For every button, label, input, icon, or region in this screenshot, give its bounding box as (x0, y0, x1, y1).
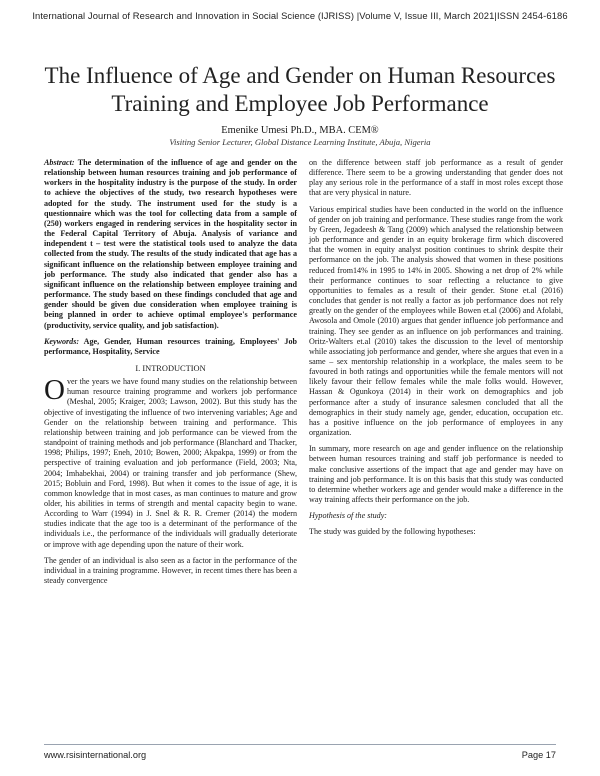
keywords (44, 337, 297, 357)
keywords-text: Age, Gender, Human resources training, Employees' Job performance, Hospitality, Service (44, 336, 297, 356)
section-heading-introduction: I. INTRODUCTION (135, 363, 206, 373)
intro-paragraph-2: The gender of an individual is also seen as a factor in the performance of the individual in a training programme. However, in recent times there has been a steady convergence (44, 555, 297, 586)
abstract (44, 158, 297, 331)
right-column (309, 158, 563, 543)
left-column (44, 158, 297, 592)
intro-paragraph-1 (44, 374, 297, 550)
journal-header: International Journal of Research and Innovation in Social Science (IJRISS) |Volume V, Issue III, March 2021|ISSN 2454-6186 (32, 10, 568, 21)
footer-divider (44, 744, 556, 745)
intro-paragraph-4: Various empirical studies have been conducted in the world on the influence of gender on job training and performance. These studies range from the work by Green, Jegadeesh & Tang (2009) which analysed the relationship between job performance and gender in an equity brokerage firm which discovered that the women in equity analyst position continues to shrink despite their performance on the job. The analysis showed that women in these positions reduced from14% in 1995 to 14% in 2005. Showing a net drop of 2% while their performance continues to soar reflecting a reluctance to give opportunities to females as a result of their gender. Stone et.al (2016) concludes that gender is not really a factor as job performance does not rely greatly on the gender of the employees while Bowen et.al (2006) and Afolabi, Awosola and Omole (2010) argues that gender influence job performance and training. They see gender as an influence on job performances and training. Oritz-Walters et.al (2010) takes the discussion to the level of mentorship while associating job performance and gender, where she argues that even in a same – sex mentorship relationship in a workplace, the males seem to be favoured in both ratings and opportunities while the female mentors will not likely favour their fellow females while the male folks would. However, Hassan & Ogunkoya (2014) in their work on demographics and job performance after a study of insurance salesmen concluded that all the demographics in their study namely age, gender, education, occupation etc. has a positive influence on the job performance of employees in any organization. (309, 204, 563, 438)
paper-title: The Influence of Age and Gender on Human Resources Training and Employee Job Performance (44, 63, 556, 116)
author-name: Emenike Umesi Ph.D., MBA. CEM® (221, 125, 379, 136)
intro-paragraph-5: In summary, more research on age and gender influence on the relationship between human resources training and staff job performance is needed to make conclusive assertions of the impact that age and gender may have on training and job performance. It is on this basis that this study was conducted to determine whether workers age and gender would make a difference in the way training affects their performance on the job. (309, 444, 563, 504)
footer-website: www.rsisinternational.org (44, 750, 147, 760)
intro-paragraph-3: on the difference between staff job performance as a result of gender difference. There seem to be a growing understanding that gender does not play any serious role in the performance of a staff in most roles except those that are very physical in nature. (309, 158, 563, 198)
abstract-label: Abstract: (44, 158, 75, 167)
author-affiliation: Visiting Senior Lecturer, Global Distance Learning Institute, Abuja, Nigeria (169, 137, 431, 147)
drop-cap: O (44, 374, 65, 407)
abstract-text: The determination of the influence of age and gender on the relationship between human resources training and job performance of workers in the hospitality industry is the purpose of the study. In order to achieve the objectives of the study, two research hypotheses were adopted for the study. The instrument used for the study is a questionnaire which was the tool for collecting data from a sample of (250) workers engaged in rendering services in the hospitality sector in the Federal Capital Territory of Abuja. Analysis of variance and independent t – test were the statistical tools used to analyze the data collected from the study. The results of the study indicated that age has a significant influence on the relationship between employee training and job performance. The study also indicated that gender also has a significant influence on the relationship between employee training and performance. The study based on these findings concluded that age and gender should be given due consideration when employee training is being planned in order to achieve optimal employee's performance (productivity, service quality, and job satisfaction). (44, 158, 297, 330)
intro-paragraph-1-text: ver the years we have found many studies on the relationship between human resource training programme and workers job performance (Meshal, 2005; Kraiger, 2003; Lawson, 2002). But this study has the objective of investigating the influence of two intervening variables; Age and Gender on the relationship between training and performance. This relationship between training and job performance can be viewed from the standpoint of training methods and job performance (Blanchard and Thacker, 1998; Philips, 1997; Eneh, 2010; Bowen, 2000; Akpakpa, 1999) or from the perspective of training evaluation and job performance (Field, 2003; Nta, 2004; Imhabekhai, 2004) or training transfer and job performance (Shew, 2015; Bobluin and Ford, 1998). But when it comes to the issue of age, it is common knowledge that in most cases, as man continues to mature and grow older, his abilities in terms of strength and mental capacity begin to wane. According to Warr (1994) in J. Snel & R. R. Cremer (2014) the modern studies indicate that the age too is a determinant of the performance of the individuals i.e., the performance of the individuals will gradually deteriorate or improve with age depending upon the nature of their work. (44, 377, 297, 549)
intro-paragraph-6: The study was guided by the following hypotheses: (309, 527, 476, 537)
keywords-label: Keywords: (44, 336, 80, 346)
footer-page-number: Page 17 (521, 750, 556, 760)
hypothesis-label: Hypothesis of the study: (309, 511, 388, 521)
